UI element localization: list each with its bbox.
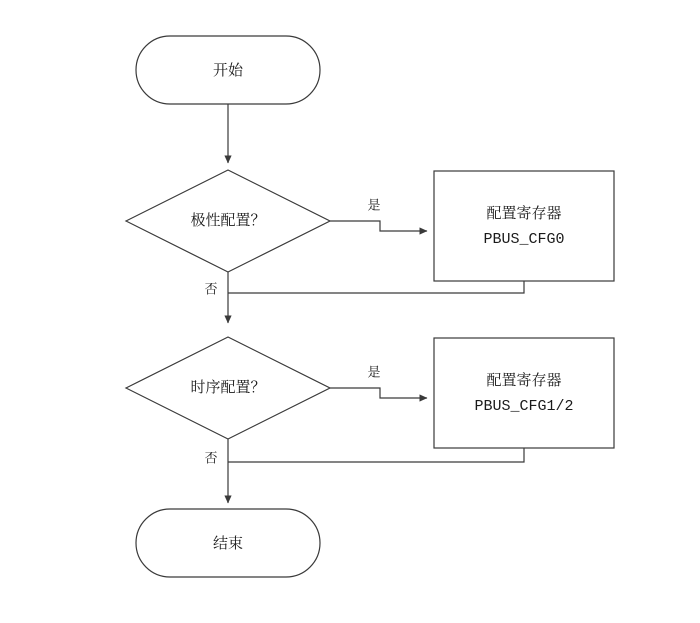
node-end-label: 结束 bbox=[212, 534, 244, 552]
node-decision2 bbox=[126, 337, 330, 439]
node-process1 bbox=[434, 171, 614, 281]
node-process1-line2: PBUS_CFG0 bbox=[483, 230, 565, 248]
edge-label-no1: 否 bbox=[204, 281, 218, 297]
node-process2-line1: 配置寄存器 bbox=[486, 371, 562, 389]
edge-label-yes1: 是 bbox=[367, 197, 381, 213]
edge-label-yes2: 是 bbox=[367, 364, 381, 380]
connector-decision2-yes bbox=[330, 364, 427, 398]
node-decision1 bbox=[126, 170, 330, 272]
connector-decision1-no bbox=[204, 272, 228, 323]
node-decision1-label: 极性配置？ bbox=[190, 211, 266, 229]
connector-process2-to-end bbox=[228, 448, 524, 462]
node-start-label: 开始 bbox=[212, 61, 244, 79]
node-process1-line1: 配置寄存器 bbox=[486, 204, 562, 222]
node-end bbox=[136, 509, 320, 577]
node-process2 bbox=[434, 338, 614, 448]
connector-decision2-no bbox=[204, 439, 228, 503]
connector-decision1-yes bbox=[330, 197, 427, 231]
node-process2-line2: PBUS_CFG1/2 bbox=[474, 397, 574, 415]
node-start bbox=[136, 36, 320, 104]
edge-label-no2: 否 bbox=[204, 450, 218, 466]
connector-process1-to-decision2 bbox=[228, 281, 524, 293]
node-decision2-label: 时序配置？ bbox=[190, 378, 266, 396]
